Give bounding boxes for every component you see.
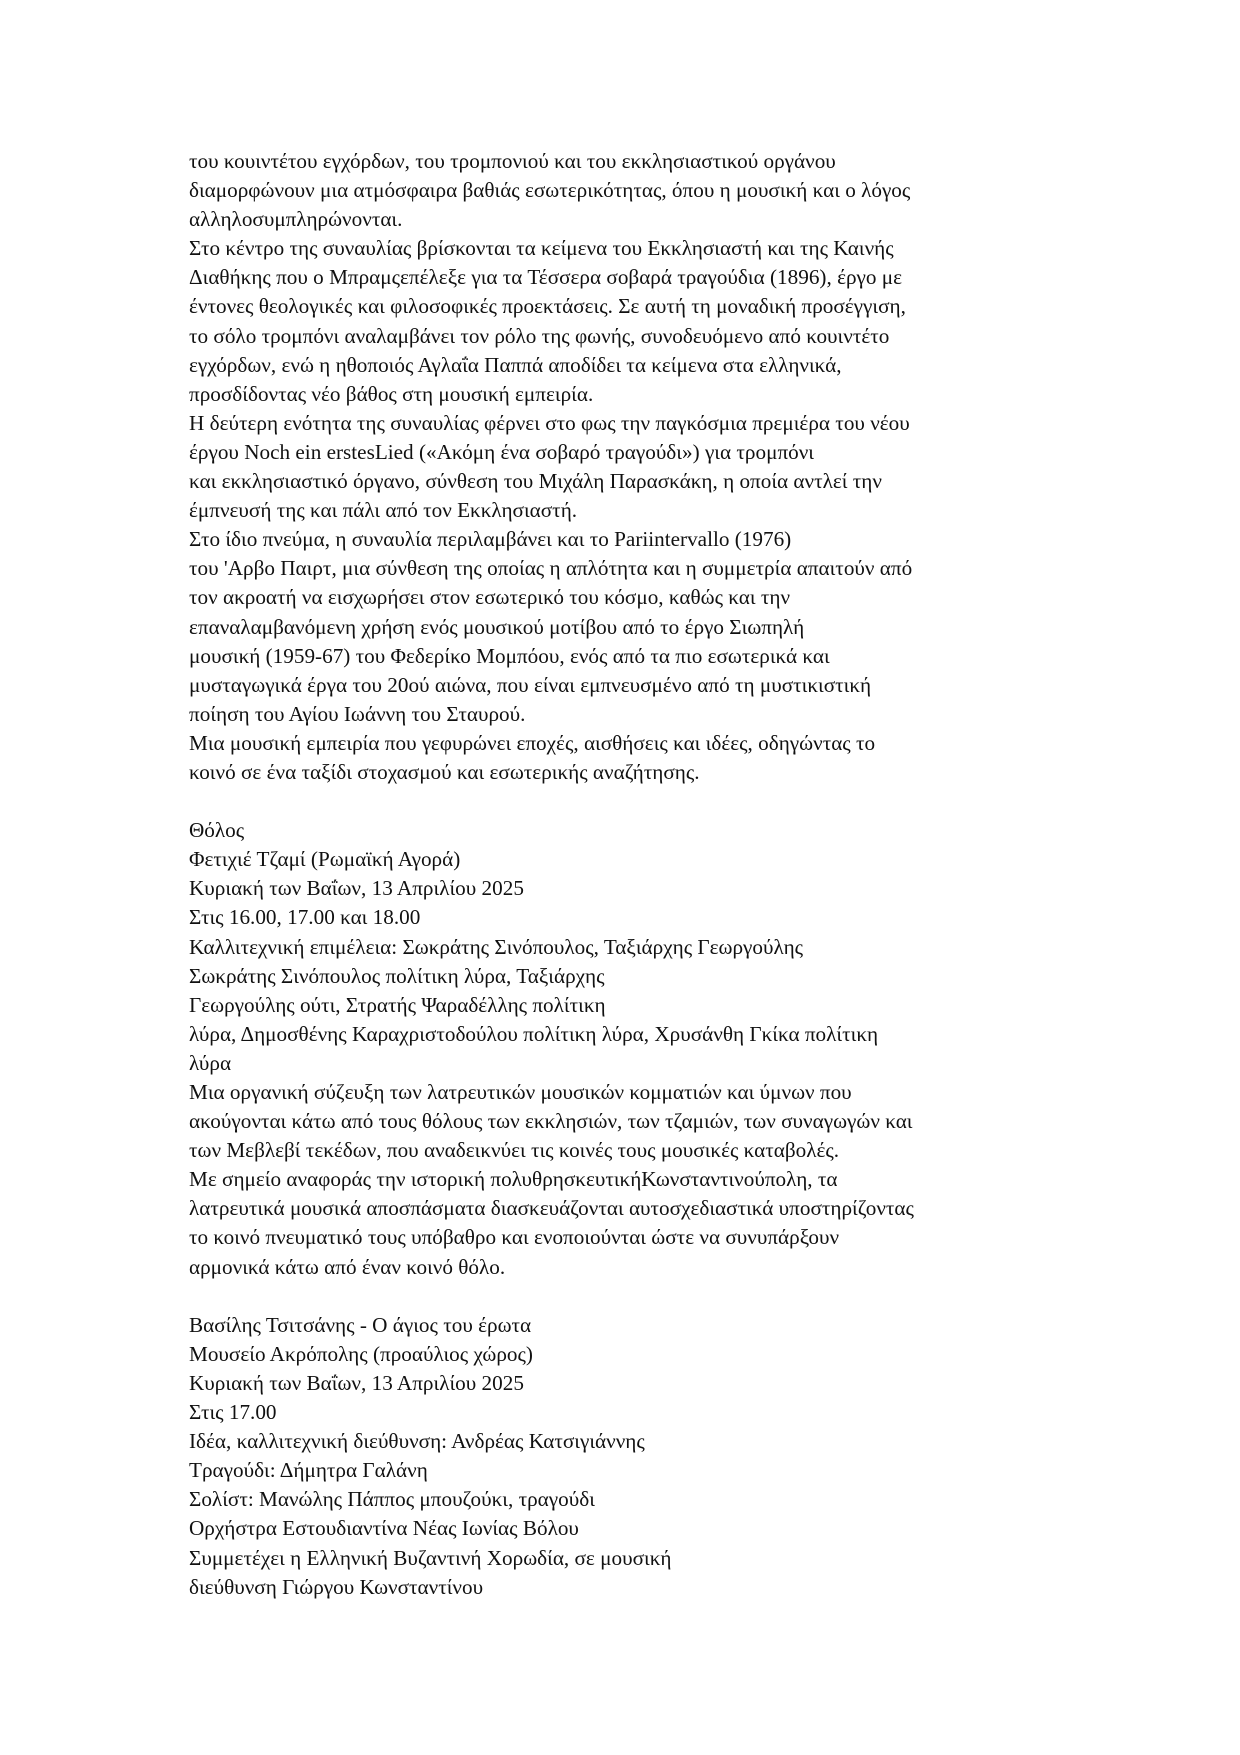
text-line: έμπνευσή της και πάλι από τον Εκκλησιαστή.: [189, 498, 578, 523]
text-line: Σωκράτης Σινόπουλος πολίτικη λύρα, Ταξιάρχης: [189, 963, 605, 988]
text-line: Καλλιτεχνική επιμέλεια: Σωκράτης Σινόπουλος, Ταξιάρχης Γεωργούλης: [189, 934, 804, 959]
text-line: λατρευτικά μουσικά αποσπάσματα διασκευάζονται αυτοσχεδιαστικά υποστηρίζοντας: [189, 1196, 914, 1221]
text-line: Μια οργανική σύζευξη των λατρευτικών μουσικών κομματιών και ύμνων που: [189, 1080, 852, 1104]
text-line: Ιδέα, καλλιτεχνική διεύθυνση: Ανδρέας Κατσιγιάννης: [189, 1429, 645, 1454]
text-line: Βασίλης Τσιτσάνης - Ο άγιος του έρωτα: [189, 1312, 532, 1337]
text-line: Μια μουσική εμπειρία που γεφυρώνει εποχές, αισθήσεις και ιδέες, οδηγώντας το: [189, 730, 876, 755]
text-line: κοινό σε ένα ταξίδι στοχασμού και εσωτερικής αναζήτησης.: [189, 759, 700, 784]
text-line: του 'Αρβο Παιρτ, μια σύνθεση της οποίας η απλότητα και η συμμετρία απαιτούν από: [189, 556, 913, 581]
text-line: των Μεβλεβί τεκέδων, που αναδεικνύει τις κοινές τους μουσικές καταβολές.: [189, 1138, 840, 1163]
text-line: Θόλος: [189, 818, 245, 843]
text-line: Στο κέντρο της συναυλίας βρίσκονται τα κείμενα του Εκκλησιαστή και της Καινής: [189, 236, 894, 261]
text-line: Με σημείο αναφοράς την ιστορική πολυθρησκευτικήΚωνσταντινούπολη, τα: [189, 1167, 838, 1192]
text-line: λύρα: [189, 1050, 232, 1075]
text-line: και εκκλησιαστικό όργανο, σύνθεση του Μιχάλη Παρασκάκη, η οποία αντλεί την: [189, 469, 882, 494]
text-line: διεύθυνση Γιώργου Κωνσταντίνου: [189, 1574, 484, 1599]
text-line: Κυριακή των Βαΐων, 13 Απριλίου 2025: [189, 1370, 524, 1395]
text-line: το κοινό πνευματικό τους υπόβαθρο και ενοποιούνται ώστε να συνυπάρξουν: [189, 1225, 840, 1250]
text-line: Συμμετέχει η Ελληνική Βυζαντινή Χορωδία, σε μουσική: [189, 1545, 672, 1570]
text-line: Κυριακή των Βαΐων, 13 Απριλίου 2025: [189, 876, 524, 901]
text-line: αλληλοσυμπληρώνονται.: [189, 207, 403, 232]
text-block-1: [189, 147, 1089, 787]
text-line: Τραγούδι: Δήμητρα Γαλάνη: [189, 1458, 428, 1483]
text-line: λύρα, Δημοσθένης Καραχριστοδούλου πολίτικη λύρα, Χρυσάνθη Γκίκα πολίτικη: [189, 1021, 879, 1046]
paragraph-gap: [189, 787, 1089, 816]
text-line: Ορχήστρα Εστουδιαντίνα Νέας Ιωνίας Βόλου: [189, 1516, 579, 1541]
text-line: ακούγονται κάτω από τους θόλους των εκκλησιών, των τζαμιών, των συναγωγών και: [189, 1109, 913, 1134]
text-line: προσδίδοντας νέο βάθος στη μουσική εμπειρία.: [189, 381, 594, 406]
text-line: Στις 17.00: [189, 1400, 277, 1425]
text-line: μουσική (1959-67) του Φεδερίκο Μομπόου, ενός από τα πιο εσωτερικά και: [189, 643, 830, 668]
text-line: Φετιχιέ Τζαμί (Ρωμαϊκή Αγορά): [189, 847, 461, 872]
event-block-tsitsanis: [189, 1311, 1089, 1602]
text-line: Η δεύτερη ενότητα της συναυλίας φέρνει στο φως την παγκόσμια πρεμιέρα του νέου: [189, 410, 910, 435]
text-line: έργου Noch ein erstesLied («Ακόμη ένα σοβαρό τραγούδι») για τρομπόνι: [189, 439, 815, 464]
text-line: Μουσείο Ακρόπολης (προαύλιος χώρος): [189, 1341, 533, 1366]
text-line: Διαθήκης που ο Μπραμςεπέλεξε για τα Τέσσερα σοβαρά τραγούδια (1896), έργο με: [189, 265, 903, 290]
text-line: ποίηση του Αγίου Ιωάννη του Σταυρού.: [189, 701, 526, 726]
text-line: εγχόρδων, ενώ η ηθοποιός Αγλαΐα Παππά αποδίδει τα κείμενα στα ελληνικά,: [189, 352, 842, 377]
text-line: διαμορφώνουν μια ατμόσφαιρα βαθιάς εσωτερικότητας, όπου η μουσική και ο λόγος: [189, 178, 911, 203]
document-page: [189, 147, 1089, 1602]
text-line: αρμονικά κάτω από έναν κοινό θόλο.: [189, 1254, 506, 1279]
text-line: Στο ίδιο πνεύμα, η συναυλία περιλαμβάνει και το Pariintervallo (1976): [189, 527, 792, 552]
text-line: Σολίστ: Μανώλης Πάππος μπουζούκι, τραγούδι: [189, 1487, 595, 1512]
text-line: έντονες θεολογικές και φιλοσοφικές προεκτάσεις. Σε αυτή τη μοναδική προσέγγιση,: [189, 294, 906, 319]
event-block-tholos: [189, 816, 1089, 1282]
text-line: επαναλαμβανόμενη χρήση ενός μουσικού μοτίβου από το έργο Σιωπηλή: [189, 614, 805, 639]
paragraph-gap: [189, 1282, 1089, 1311]
text-line: το σόλο τρομπόνι αναλαμβάνει τον ρόλο της φωνής, συνοδευόμενο από κουιντέτο: [189, 323, 890, 348]
text-line: του κουιντέτου εγχόρδων, του τρομπονιού και του εκκλησιαστικού οργάνου: [189, 149, 836, 173]
text-line: τον ακροατή να εισχωρήσει στον εσωτερικό του κόσμο, καθώς και την: [189, 585, 791, 610]
text-line: Στις 16.00, 17.00 και 18.00: [189, 905, 421, 930]
text-line: Γεωργούλης ούτι, Στρατής Ψαραδέλλης πολίτικη: [189, 992, 606, 1017]
text-line: μυσταγωγικά έργα του 20ού αιώνα, που είναι εμπνευσμένο από τη μυστικιστική: [189, 672, 872, 697]
